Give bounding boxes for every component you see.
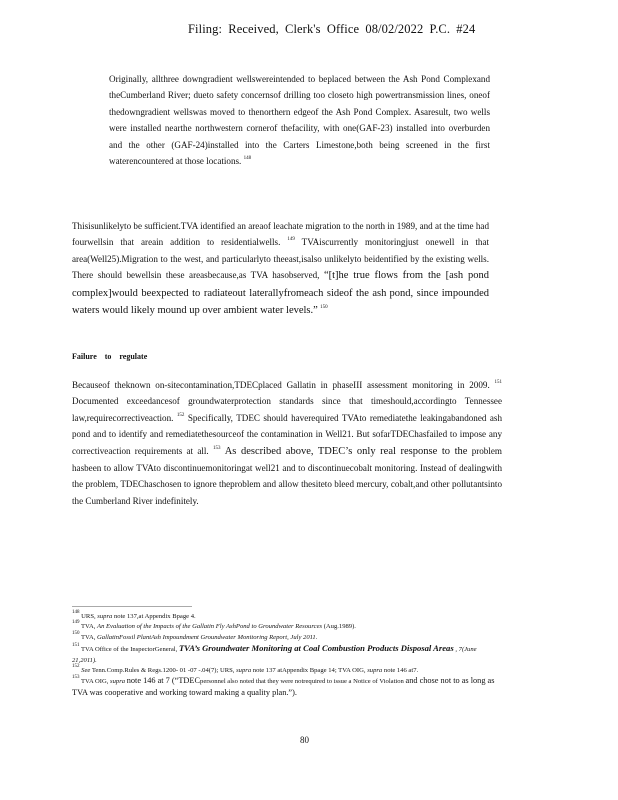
footnote-number: 150 — [72, 630, 80, 636]
quote-text: Originally, allthree downgradient wellswereintended to beplaced between the Ash Pond Complexand theCumberland River; dueto safety concernsof drilling too closeto high powertransmission lines, oneof thedowngradient wellswas moved to thenorthern edgeof the Ash Pond Complex. Asaresult, two wells were installed nearthe northwestern cornerof thefacility, with one(GAF-23) installed into overburden and the other (GAF-24)installed into the Carters Limestone,both being screened in the first waterencountered at those locations. — [109, 74, 490, 167]
footnote-text: note 146 at7. — [383, 667, 419, 675]
footnote-153 — [72, 676, 500, 699]
footnote-text: Tenn.Comp.Rules & Regs.1200- 01 -07 -.04(7); URS, — [91, 667, 235, 675]
para2-text-e: problem hasbeen to allow TVAto discontinuemonitoringat well21 and to discontinuecobalt monitoring. Instead of dealingwith the problem, TDEChaschosen to ignore theproblem and allow thesiteto bleed mercury, cobalt,and other pollutantsinto the Cumberland River indefinitely. — [72, 445, 502, 506]
footnote-text: note 137 atAppendix Bpage 14; TVA OIG, — [252, 667, 366, 675]
para2-text-b: Documented exceedancesof groundwaterprotection standards since that timeshould,accordingto Tennessee law,requirecorrectiveaction. — [72, 396, 502, 423]
paragraph-1 — [72, 218, 489, 319]
filing-header: Filing: Received, Clerk's Office 08/02/2022 P.C. #24 — [188, 22, 476, 36]
footnote-title: TVA’s Groundwater Monitoring at Coal Combustion Products Disposal Areas — [178, 643, 454, 654]
footnote-text: TVA, — [81, 633, 96, 641]
footnote-148 — [72, 612, 500, 622]
footnote-italic: supra — [97, 613, 113, 620]
footnote-italic: supra — [367, 667, 383, 675]
block-quote — [109, 71, 490, 169]
footnote-150 — [72, 630, 500, 643]
para2-text-c: Specifically, TDEC should haverequired TVAto remediatethe leakingabandoned ash pond and to identify and remediatethesourceof the contamination in Well21. But sofarTDEChasfailed to impose any correctiveaction requirements at all. — [72, 412, 502, 456]
para2-text-d: As described above, TDEC’s only real response to the — [224, 445, 468, 457]
footnote-italic: supra — [236, 667, 252, 675]
footnote-number: 148 — [72, 610, 80, 615]
footnote-152 — [72, 666, 500, 676]
footnote-text: personnel also noted that they were notrequired to issue a Notice of Violation — [200, 678, 404, 686]
footnotes — [72, 612, 500, 699]
footnote-151 — [72, 643, 500, 666]
footnote-number: 152 — [72, 664, 80, 670]
footnote-italic: An Evaluation of the Impacts of the Gallatin Fly AshPond to Groundwater Resources — [97, 623, 323, 631]
footnote-149 — [72, 622, 500, 632]
footnote-text: and chose not to as long as TVA was cooperative and working toward making a quality plan.”). — [72, 676, 495, 697]
footnote-text: TVA, — [81, 623, 96, 631]
para1-text-b: TVAiscurrently monitoringjust onewell in that area(Well25).Migration to the west, and particularlyto theeast,isalso unlikelyto beidentified by the existing wells. There should bewellsin these areasbecause,as TVA hasobserved, — [72, 237, 490, 281]
footnote-text: , 7(June 21,2011). — [72, 646, 477, 664]
footnote-number: 149 — [72, 620, 80, 626]
footnote-ref-150[interactable]: 150 — [320, 305, 328, 311]
page-number: 80 — [300, 735, 309, 745]
footnote-ref-149[interactable]: 149 — [287, 237, 295, 243]
footnote-number: 153 — [72, 675, 80, 681]
footnote-text: note 146 at 7 (“TDEC — [126, 676, 201, 686]
footnote-number: 151 — [72, 643, 80, 649]
footnote-text: TVA OIG, — [81, 678, 109, 686]
footnote-ref-152[interactable]: 152 — [176, 412, 185, 418]
para1-text-a: Thisisunlikelyto be sufficient.TVA identified an areaof leachate migration to the north in 1989, and at the time had fourwellsin that areain addition to residentialwells. — [72, 221, 489, 248]
footnote-italic: supra — [110, 678, 126, 686]
footnote-ref-153[interactable]: 153 — [212, 445, 221, 451]
footnote-signal: See — [81, 667, 91, 675]
footnote-ref-148[interactable]: 148 — [243, 156, 252, 162]
footnote-italic: GallatinFossil PlantAsh Impoundment Groundwater Monitoring Report, July 2011 — [97, 633, 316, 641]
para1-text-c: “[t]he true flows from the [ash pond complex]would beexpected to radiateout laterallyfromeach sideof the ash — [72, 270, 489, 299]
para1-text-d: pond, since impounded waters would likely mound up over ambient water levels.” — [72, 287, 489, 317]
section-heading: Failure to regulate — [72, 352, 148, 361]
footnote-divider — [72, 606, 192, 607]
footnote-text: URS, — [81, 613, 96, 620]
footnote-text: (Aug.1989). — [323, 623, 356, 631]
footnote-ref-151[interactable]: 151 — [494, 380, 502, 385]
footnote-text: note 137,at Appendix Bpage 4. — [113, 613, 196, 620]
paragraph-2 — [72, 377, 502, 509]
footnote-text: TVA Office of the InspectorGeneral, — [81, 646, 178, 654]
footnote-text: . — [315, 633, 318, 641]
para2-text-a: Becauseof theknown on-sitecontamination,TDECplaced Gallatin in phaseIII assessment monitoring in 2009. — [72, 380, 490, 390]
